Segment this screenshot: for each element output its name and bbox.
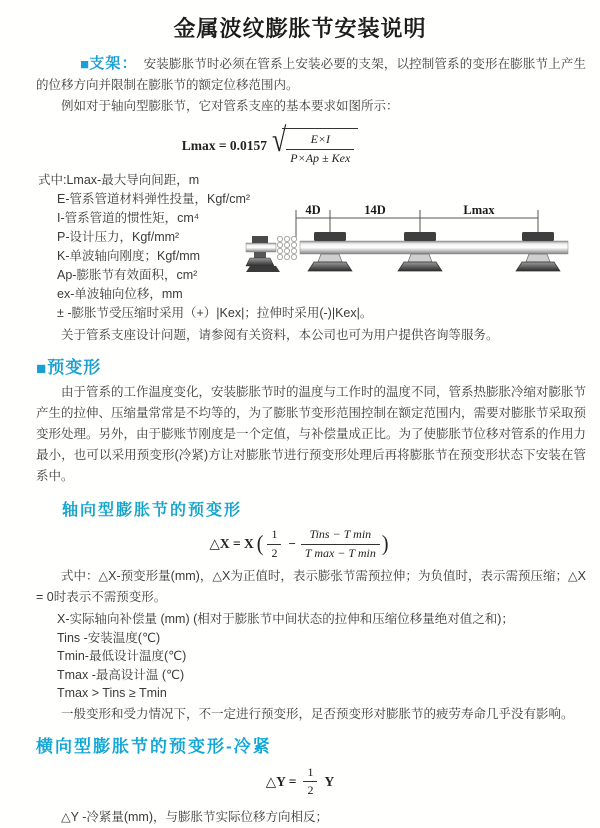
- support-note-line: 关于管系支座设计问题，请参阅有关资料，本公司也可为用户提供咨询等服务。: [61, 328, 499, 343]
- definition-line: Ap-膨胀节有效面积，cm²: [57, 268, 198, 283]
- fraction-numerator: 1: [271, 527, 278, 542]
- fraction-half: [265, 527, 283, 561]
- fraction-temperature: [301, 527, 380, 561]
- axial-note-line: 一般变形和受力情况下，不一定进行预变形，足否预变形对膨胀节的疲劳寿命几乎没有影响。: [61, 706, 574, 721]
- fraction: [286, 132, 354, 166]
- definition-line: P-设计压力，Kgf/mm²: [57, 230, 180, 245]
- document-page: [0, 12, 600, 825]
- page-title: 金属波纹膨胀节安装说明: [173, 16, 427, 41]
- definition-line: X-实际轴向补偿量 (mm) (相对于膨胀节中间状态的拉伸和压缩位移量绝对值之和)；: [57, 612, 514, 627]
- lateral-predeform-formula: [0, 765, 600, 799]
- section-heading-predeform: [36, 353, 600, 379]
- support-intro-paragraph: [36, 53, 586, 96]
- sqrt-content: [282, 128, 358, 166]
- dim-label-14d: 14D: [364, 203, 386, 217]
- predeform-heading-text: 预变形: [47, 358, 102, 378]
- anchor-support: [246, 236, 280, 272]
- lmax-formula: [0, 121, 540, 166]
- dim-label-lmax: Lmax: [463, 203, 495, 217]
- bellows-icon: [277, 236, 296, 259]
- definition-line: K-单波轴向刚度；Kgf/mm: [57, 249, 201, 264]
- definition-line: E-管系管道材料弹性投量，Kgf/cm²: [57, 192, 251, 207]
- radical-sign-icon: √: [272, 121, 287, 159]
- definition-line: 式中:Lmax-最大导向间距，m: [38, 173, 200, 188]
- sqrt-expression: [272, 121, 358, 166]
- predeform-paragraph: 由于管系的工作温度变化，安装膨胀节时的温度与工作时的温度不同，管系热膨胀冷缩对膨胀节产生的拉伸、压缩量常常是不均等的，为了膨胀节变形范围控制在额定范围内，需要对膨胀节采取预变形处理。另外，由于膨账节刚度是一个定值，与补偿量成正比。为了使膨胀节位移对管系的作用力最小，也可以采用预变形(冷紧)方让对膨胀节进行预变形处理后再将膨胀节在预变形状态下安装在管系中。: [36, 385, 587, 484]
- close-paren: ): [381, 531, 389, 556]
- axial-predeform-formula: [0, 527, 600, 561]
- definition-line: ± -膨胀节受压缩时采用（+）|Kex|；拉伸时采用(-)|Kex|。: [57, 306, 373, 321]
- minus-operator: −: [288, 536, 296, 552]
- dim-label-4d: 4D: [305, 203, 321, 217]
- open-paren: (: [256, 531, 264, 556]
- subheading-lateral-predeform: 横向型膨胀节的预变形-冷紧: [36, 736, 272, 756]
- fraction-denominator: 2: [267, 544, 281, 562]
- definition-line: ex-单波轴向位移，mm: [57, 287, 183, 302]
- pipe: [300, 241, 568, 254]
- fraction-numerator: 1: [307, 764, 314, 779]
- fraction-denominator: 2: [303, 781, 317, 799]
- temperature-definition-list: [57, 610, 586, 703]
- axial-explain-paragraph: 式中：△X-预变形量(mm)，△X为正值时，表示膨张节需预拉伸；为负值时，表示需预压缩；△X = 0时表示不需预变形。: [36, 569, 586, 605]
- formula-lhs: Lmax = 0.0157: [181, 137, 268, 153]
- fraction-numerator: E×I: [310, 132, 331, 146]
- formula-lhs: △Y =: [265, 773, 297, 789]
- lateral-definition-line: △Y -冷紧量(mm)，与膨胀节实际位移方向相反；: [61, 810, 329, 825]
- fraction-half: [301, 765, 319, 799]
- fraction-denominator: P×Ap ± Kex: [286, 149, 354, 167]
- definition-line: Tins -安装温度(℃): [57, 630, 161, 645]
- fraction-numerator: Tins − T min: [309, 527, 372, 542]
- section-heading-support: 支架：: [89, 55, 138, 72]
- definition-line: I-管系管道的惯性矩，cm⁴: [57, 211, 200, 226]
- subheading-axial-predeform: 轴向型膨胀节的预变形: [62, 502, 243, 520]
- formula-rhs: Y: [324, 773, 335, 789]
- section-marker-icon: ■: [80, 56, 90, 73]
- definition-line: Tmin-最低设计温度(℃): [57, 649, 187, 664]
- definition-line: Tmax -最高设计温 (℃): [57, 667, 185, 682]
- formula-lhs: △X = X: [209, 536, 254, 552]
- definition-line: Tmax > Tins ≥ Tmin: [57, 686, 167, 701]
- section-marker-icon: ■: [36, 359, 48, 379]
- pipe-stub: [246, 243, 276, 252]
- support-intro-text: 安装膨胀节时必须在管系上安装必要的支架，以控制管系的变形在膨胀节上产生的位移方向并限制在膨胀节的额定位移范围内。: [36, 57, 586, 92]
- support-example-line: 例如对于轴向型膨胀节，它对管系支座的基本要求如图所示：: [61, 99, 399, 113]
- fraction-denominator: T max − T min: [301, 544, 380, 562]
- pipe-support-diagram: [246, 202, 598, 298]
